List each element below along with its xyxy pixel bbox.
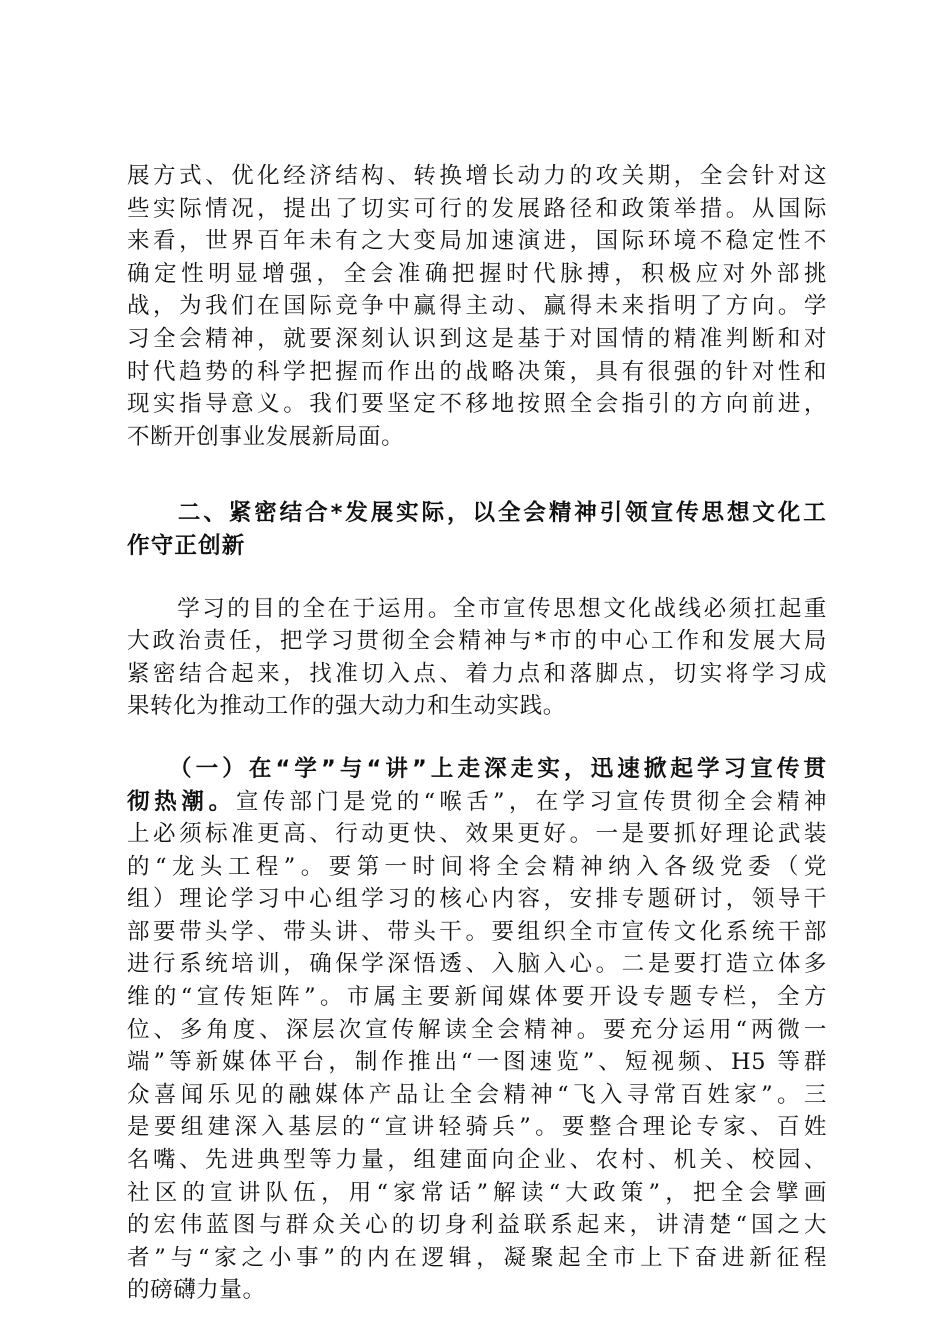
text-line: 众喜闻乐见的融媒体产品让全会精神“飞入寻常百姓家”。三 — [127, 1081, 827, 1108]
text-line: 社区的宣讲队伍，用“家常话”解读“大政策”，把全会擘画 — [127, 1179, 827, 1206]
text-line: 组）理论学习中心组学习的核心内容，安排专题研讨，领导干 — [127, 886, 827, 913]
text-line: 端”等新媒体平台，制作推出“一图速览”、短视频、H5 等群 — [127, 1049, 827, 1076]
text-line: 的宏伟蓝图与群众关心的切身利益联系起来，讲清楚“国之大 — [127, 1212, 827, 1239]
document-page — [127, 160, 827, 1307]
text-line: 学习的目的全在于运用。全市宣传思想文化战线必须扛起重 — [127, 595, 827, 622]
text-line: 上必须标准更高、行动更快、效果更好。一是要抓好理论武装 — [127, 821, 827, 848]
text-line — [127, 786, 827, 819]
text-span: 宣传部门是党的“喉舌”，在学习宣传贯彻全会精神 — [235, 788, 827, 815]
text-line: 展方式、优化经济结构、转换增长动力的攻关期，全会针对这 — [127, 163, 827, 189]
text-line: 来看，世界百年未有之大变局加速演进，国际环境不稳定性不 — [127, 228, 827, 255]
text-line: 大政治责任，把学习贯彻全会精神与*市的中心工作和发展大局 — [127, 628, 827, 655]
text-line: 维的“宣传矩阵”。市属主要新闻媒体要开设专题专栏，全方 — [127, 984, 827, 1011]
text-line: 的“龙头工程”。要第一时间将全会精神纳入各级党委（党 — [127, 853, 827, 880]
subheading-end: 彻热潮。 — [127, 788, 236, 815]
paragraph-2 — [127, 593, 827, 723]
text-line: 紧密结合起来，找准切入点、着力点和落脚点，切实将学习成 — [127, 660, 827, 687]
paragraph-3 — [127, 753, 827, 1307]
text-line: 战，为我们在国际竞争中赢得主动、赢得未来指明了方向。学 — [127, 293, 827, 320]
heading-line: 作守正创新 — [127, 532, 246, 559]
paragraph-1 — [127, 160, 827, 453]
text-line: 部要带头学、带头讲、带头干。要组织全市宣传文化系统干部 — [127, 918, 827, 945]
text-line: 不断开创事业发展新局面。 — [127, 423, 405, 450]
heading-line: 二、紧密结合*发展实际，以全会精神引领宣传思想文化工 — [127, 500, 827, 527]
text-line: 名嘴、先进典型等力量，组建面向企业、农村、机关、校园、 — [127, 1147, 827, 1174]
text-line: 位、多角度、深层次宣传解读全会精神。要充分运用“两微一 — [127, 1016, 827, 1043]
text-line: 者”与“家之小事”的内在逻辑，凝聚起全市上下奋进新征程 — [127, 1244, 827, 1271]
text-line: 果转化为推动工作的强大动力和生动实践。 — [127, 693, 566, 720]
text-line: 进行系统培训，确保学深悟透、入脑入心。二是要打造立体多 — [127, 951, 827, 978]
text-line: 习全会精神，就要深刻认识到这是基于对国情的精准判断和对 — [127, 325, 827, 352]
text-line: 时代趋势的科学把握而作出的战略决策，具有很强的针对性和 — [127, 358, 827, 385]
section-heading — [127, 497, 827, 562]
text-line: 现实指导意义。我们要坚定不移地按照全会指引的方向前进， — [127, 391, 827, 418]
text-line: 是要组建深入基层的“宣讲轻骑兵”。要整合理论专家、百姓 — [127, 1114, 827, 1141]
text-line: 的磅礴力量。 — [127, 1277, 266, 1304]
text-line: 确定性明显增强，全会准确把握时代脉搏，积极应对外部挑 — [127, 260, 827, 287]
subheading-line: （一）在“学”与“讲”上走深走实，迅速掀起学习宣传贯 — [127, 755, 827, 782]
text-line: 些实际情况，提出了切实可行的发展路径和政策举措。从国际 — [127, 195, 827, 222]
